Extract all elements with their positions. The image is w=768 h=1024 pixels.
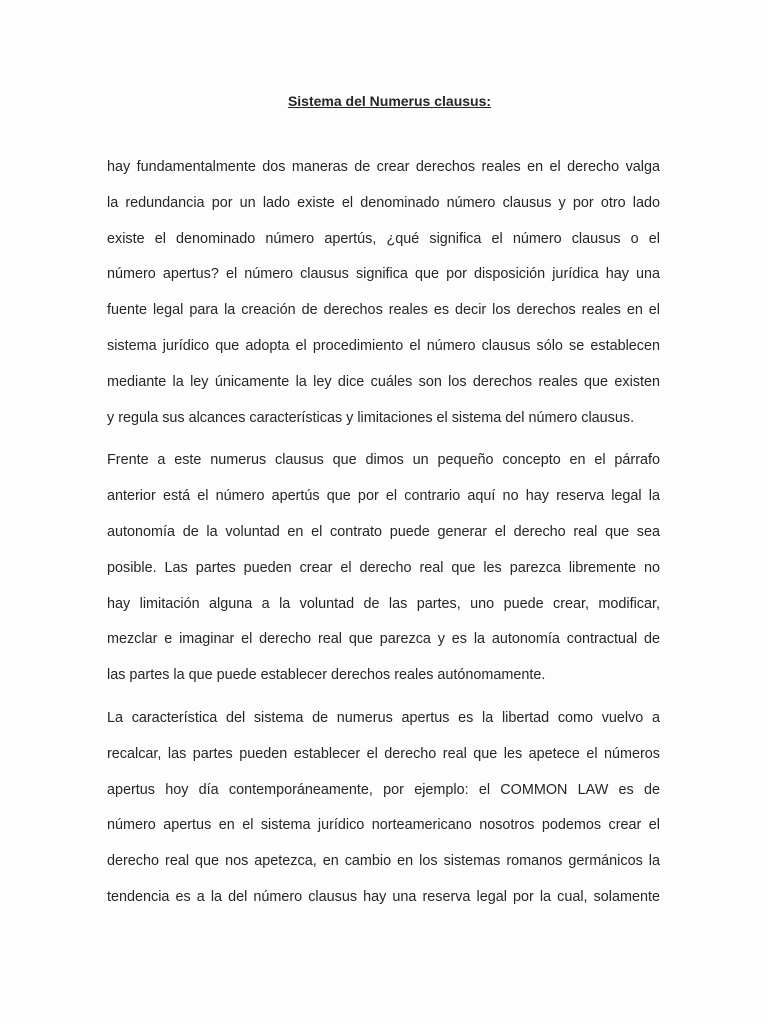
paragraph-line: y regula sus alcances características y limitaciones el sistema del número clausus. — [107, 409, 635, 426]
document-title: Sistema del Numerus clausus: — [287, 93, 492, 109]
paragraph-line: La característica del sistema de numerus apertus es la libertad como vuelvo a — [107, 709, 660, 726]
paragraph — [107, 443, 660, 694]
paragraph-line: hay fundamentalmente dos maneras de crear derechos reales en el derecho valga — [107, 159, 660, 175]
paragraph-line: tendencia es a la del número clausus hay una reserva legal por la cual, solamente — [107, 888, 660, 905]
paragraph-line: mezclar e imaginar el derecho real que parezca y es la autonomía contractual de — [107, 631, 660, 648]
paragraph-line: existe el denominado número apertús, ¿qué significa el número clausus o el — [107, 230, 660, 247]
paragraph-line: número apertus en el sistema jurídico norteamericano nosotros podemos crear el — [107, 817, 660, 834]
paragraph-line: la redundancia por un lado existe el denominado número clausus y por otro lado — [107, 194, 660, 211]
paragraph-line: fuente legal para la creación de derechos reales es decir los derechos reales en el — [107, 302, 660, 319]
paragraph-line: derecho real que nos apetezca, en cambio en los sistemas romanos germánicos la — [107, 853, 660, 870]
paragraph-line: autonomía de la voluntad en el contrato puede generar el derecho real que sea — [107, 523, 660, 540]
paragraph-line: posible. Las partes pueden crear el derecho real que les parezca libremente no — [107, 559, 660, 576]
paragraph-line: Frente a este numerus clausus que dimos un pequeño concepto en el párrafo — [107, 452, 660, 469]
paragraph-line: mediante la ley únicamente la ley dice cuáles son los derechos reales que existen — [107, 373, 660, 390]
paragraph-line: las partes la que puede establecer derechos reales autónomamente. — [107, 667, 546, 684]
document-body — [107, 150, 660, 916]
paragraph — [107, 150, 660, 436]
paragraph-line: hay limitación alguna a la voluntad de las partes, uno puede crear, modificar, — [107, 595, 660, 612]
paragraph-line: recalcar, las partes pueden establecer el derecho real que les apetece el números — [107, 745, 660, 762]
paragraph-line: apertus hoy día contemporáneamente, por ejemplo: el COMMON LAW es de — [107, 781, 660, 798]
paragraph-line: número apertus? el número clausus significa que por disposición jurídica hay una — [107, 266, 660, 283]
paragraph-line: anterior está el número apertús que por el contrario aquí no hay reserva legal la — [107, 488, 660, 505]
paragraph — [107, 701, 660, 916]
paragraph-line: sistema jurídico que adopta el procedimiento el número clausus sólo se establecen — [107, 337, 660, 354]
